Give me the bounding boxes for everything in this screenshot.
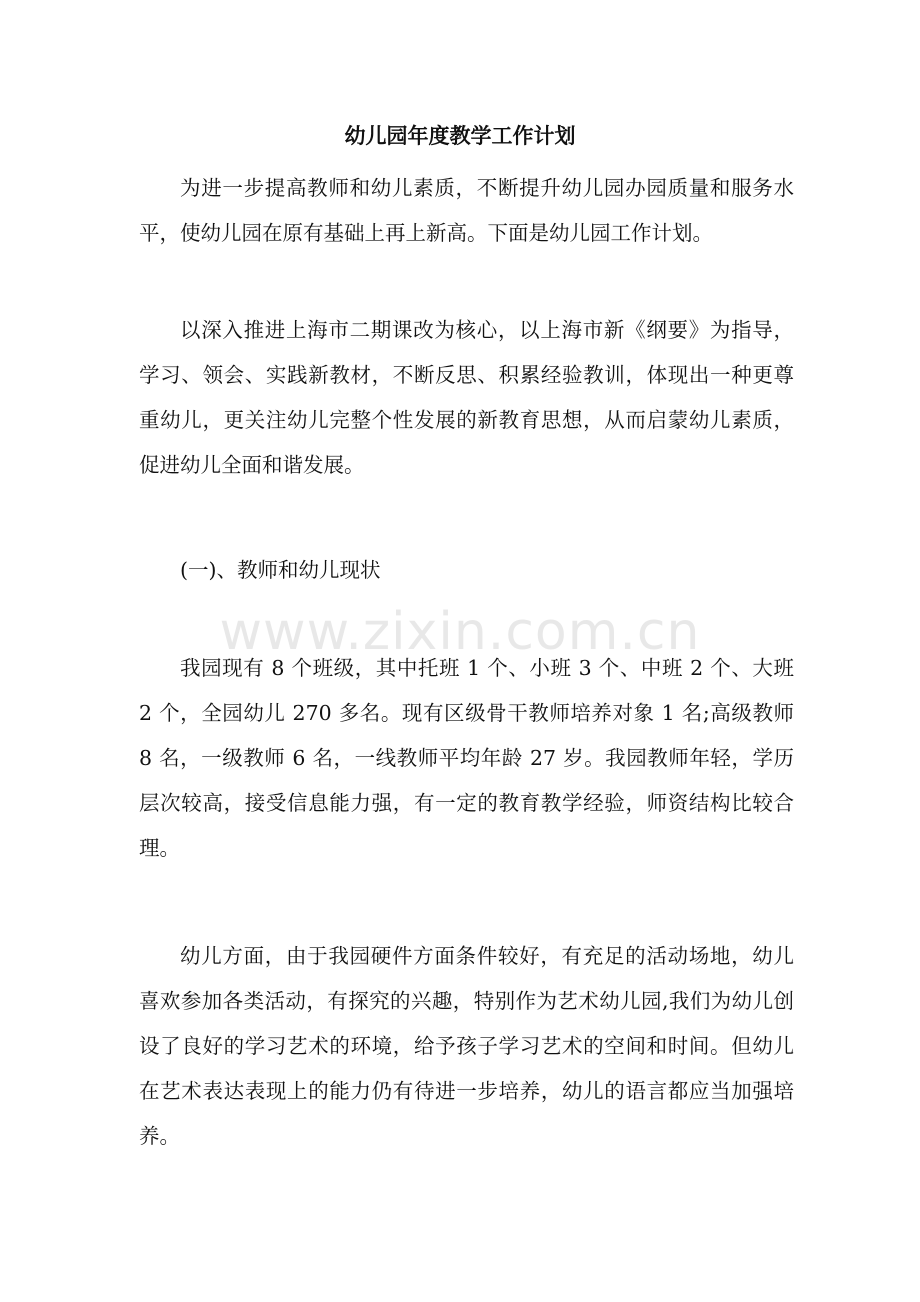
guiding-principle-paragraph: 以深入推进上海市二期课改为核心，以上海市新《纲要》为指导，学习、领会、实践新教材，不断反思、积累经验教训，体现出一种更尊重幼儿，更关注幼儿完整个性发展的新教育思想，从而启蒙幼儿素质，促进幼儿全面和谐发展。 <box>139 318 794 477</box>
children-status-paragraph: 幼儿方面，由于我园硬件方面条件较好，有充足的活动场地，幼儿喜欢参加各类活动，有探究的兴趣，特别作为艺术幼儿园,我们为幼儿创设了良好的学习艺术的环境，给予孩子学习艺术的空间和时间。但幼儿在艺术表达表现上的能力仍有待进一步培养，幼儿的语言都应当加强培养。 <box>139 944 794 1148</box>
watermark: www.zixin.com.cn <box>219 602 701 662</box>
section-heading: (一)、教师和幼儿现状 <box>180 558 381 582</box>
teacher-status-paragraph: 我园现有 8 个班级，其中托班 1 个、小班 3 个、中班 2 个、大班 2 个，全园幼儿 270 多名。现有区级骨干教师培养对象 1 名;高级教师 8 名，一级教师 6 名，一线教师平均年龄 27 岁。我园教师年轻，学历层次较高，接受信息能力强，有一定的教育教学经验，师资结构比较合理。 <box>139 656 794 860</box>
document-title: 幼儿园年度教学工作计划 <box>344 123 576 148</box>
intro-paragraph: 为进一步提高教师和幼儿素质，不断提升幼儿园办园质量和服务水平，使幼儿园在原有基础上再上新高。下面是幼儿园工作计划。 <box>139 176 794 245</box>
